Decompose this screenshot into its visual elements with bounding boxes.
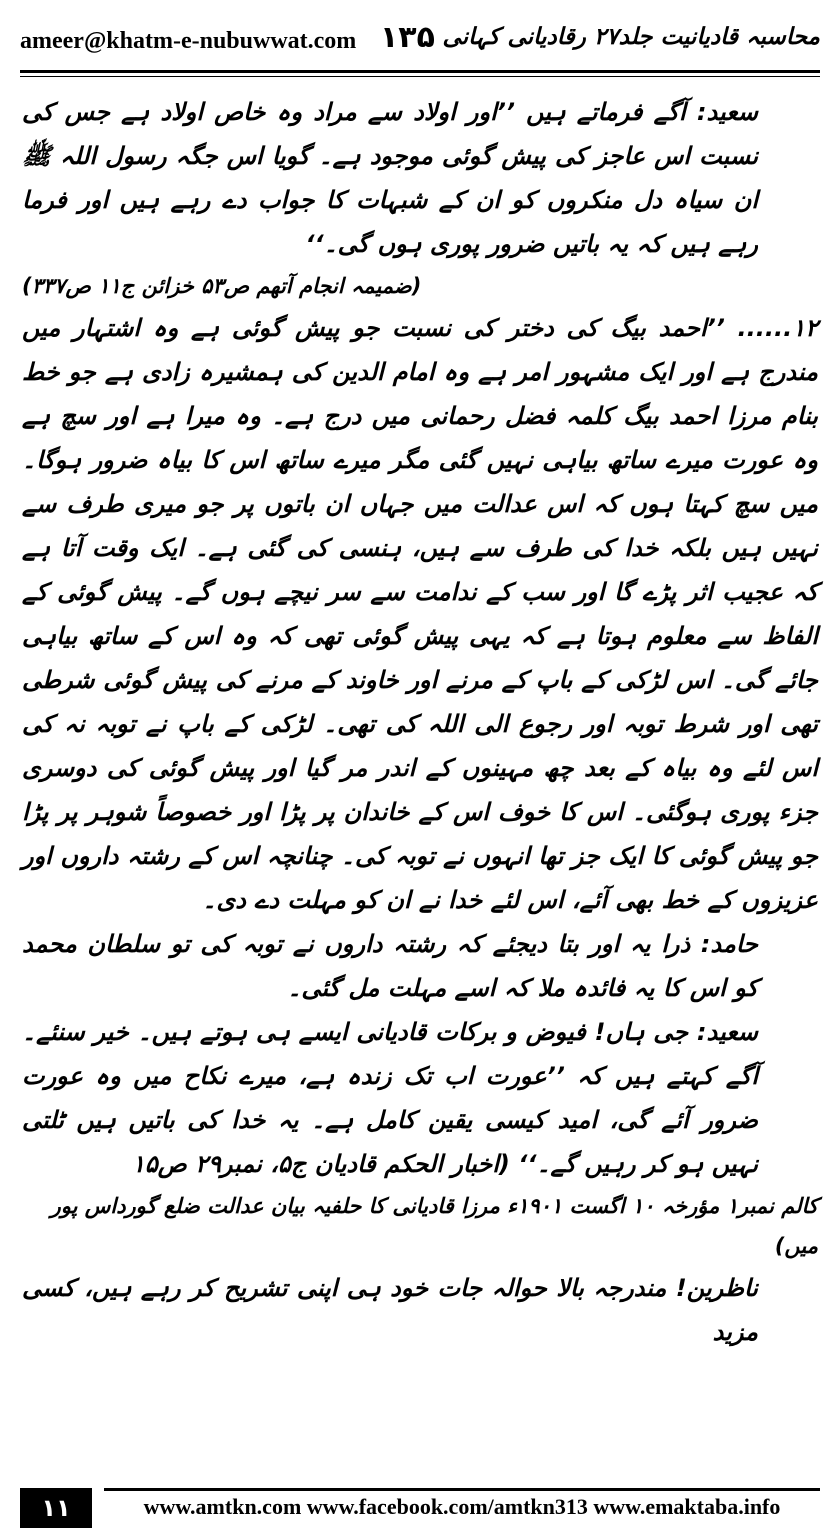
page-body: [22, 90, 818, 1354]
paragraph-hamid: حامد: ذرا یہ اور بتا دیجئے کہ رشتہ داروں نے توبہ کی تو سلطان محمد کو اس کا یہ فائدہ ملا کہ اسے مہلت مل گئی۔: [22, 930, 758, 1002]
paragraph-saeed-2: سعید: جی ہاں! فیوض و برکات قادیانی ایسے ہی ہوتے ہیں۔ خیر سنئے۔ آگے کہتے ہیں کہ ’’عورت اب تک زندہ ہے، میرے نکاح میں وہ عورت ضرور آئے گی، امید کیسی یقین کامل ہے۔ یہ خدا کی باتیں ہیں ٹلتی نہیں ہو کر رہیں گے۔‘‘ (اخبار الحکم قادیان ج۵، نمبر۲۹ ص۱۵: [22, 1018, 758, 1178]
header-rule: [20, 70, 820, 73]
footer-links: www.amtkn.com www.facebook.com/amtkn313 www.emaktaba.info: [143, 1494, 781, 1519]
page-footer: [20, 1488, 820, 1528]
paragraph-saeed-1: سعید: آگے فرماتے ہیں ’’اور اولاد سے مراد وہ خاص اولاد ہے جس کی نسبت اس عاجز کی پیش گوئی موجود ہے۔ گویا اس جگہ رسول اللہ ﷺ ان سیاہ دل منکروں کو ان کے شبہات کا جواب دے رہے ہیں اور فرما رہے ہیں کہ یہ باتیں ضرور پوری ہوں گی۔‘‘: [22, 98, 759, 258]
header-book-title: محاسبہ قادیانیت جلد۲۷ رقادیانی کہانی: [442, 24, 820, 50]
header-page-number: ۱۳۵: [380, 20, 435, 55]
footer-rule: [104, 1488, 820, 1491]
reference-citation-2: کالم نمبر۱ مؤرخہ ۱۰ اگست ۱۹۰۱ء مرزا قادیانی کا حلفیہ بیان عدالت ضلع گورداس پور میں): [50, 1194, 818, 1258]
header-email: ameer@khatm-e-nubuwwat.com: [20, 28, 357, 54]
header-rule-thin: [20, 76, 820, 77]
footer-page-number: ۱۱: [20, 1488, 92, 1528]
reference-citation-1: (ضمیمہ انجام آتھم ص۵۳ خزائن ج۱۱ ص۳۳۷): [22, 274, 422, 298]
paragraph-readers: ناظرین! مندرجہ بالا حوالہ جات خود ہی اپنی تشریح کر رہے ہیں، کسی مزید: [22, 1274, 758, 1346]
page-header: [20, 14, 820, 66]
paragraph-item-12: ۱۲...... ’’احمد بیگ کی دختر کی نسبت جو پیش گوئی ہے وہ اشتہار میں مندرج ہے اور ایک مشہور امر ہے وہ امام الدین کی ہمشیرہ زادی ہے جو خط بنام مرزا احمد بیگ کلمہ فضل رحمانی میں درج ہے۔ وہ میرا ہے اور سچ ہے وہ عورت میرے ساتھ بیاہی نہیں گئی مگر میرے ساتھ اس کا بیاہ ضرور ہوگا۔ میں سچ کہتا ہوں کہ اس عدالت میں جہاں ان باتوں پر جو میری طرف سے نہیں ہیں بلکہ خدا کی طرف سے ہیں، ہنسی کی گئی ہے۔ ایک وقت آتا ہے کہ عجیب اثر پڑے گا اور سب کے ندامت سے سر نیچے ہوں گے۔ پیش گوئی کے الفاظ سے معلوم ہوتا ہے کہ یہی پیش گوئی تھی کہ وہ اس کے ساتھ بیاہی جائے گی۔ اس لڑکی کے باپ کے مرنے اور خاوند کے مرنے کی پیش گوئی شرطی تھی اور شرط توبہ اور رجوع الی اللہ کی تھی۔ لڑکی کے باپ نے توبہ نہ کی اس لئے وہ بیاہ کے بعد چھ مہینوں کے اندر مر گیا اور پیش گوئی کی دوسری جزء پوری ہوگئی۔ اس کا خوف اس کے خاندان پر پڑا اور خصوصاً شوہر پر پڑا جو پیش گوئی کا ایک جز تھا انہوں نے توبہ کی۔ چنانچہ اس کے رشتہ داروں اور عزیزوں کے خط بھی آئے، اس لئے خدا نے ان کو مہلت دے دی۔: [22, 314, 819, 914]
